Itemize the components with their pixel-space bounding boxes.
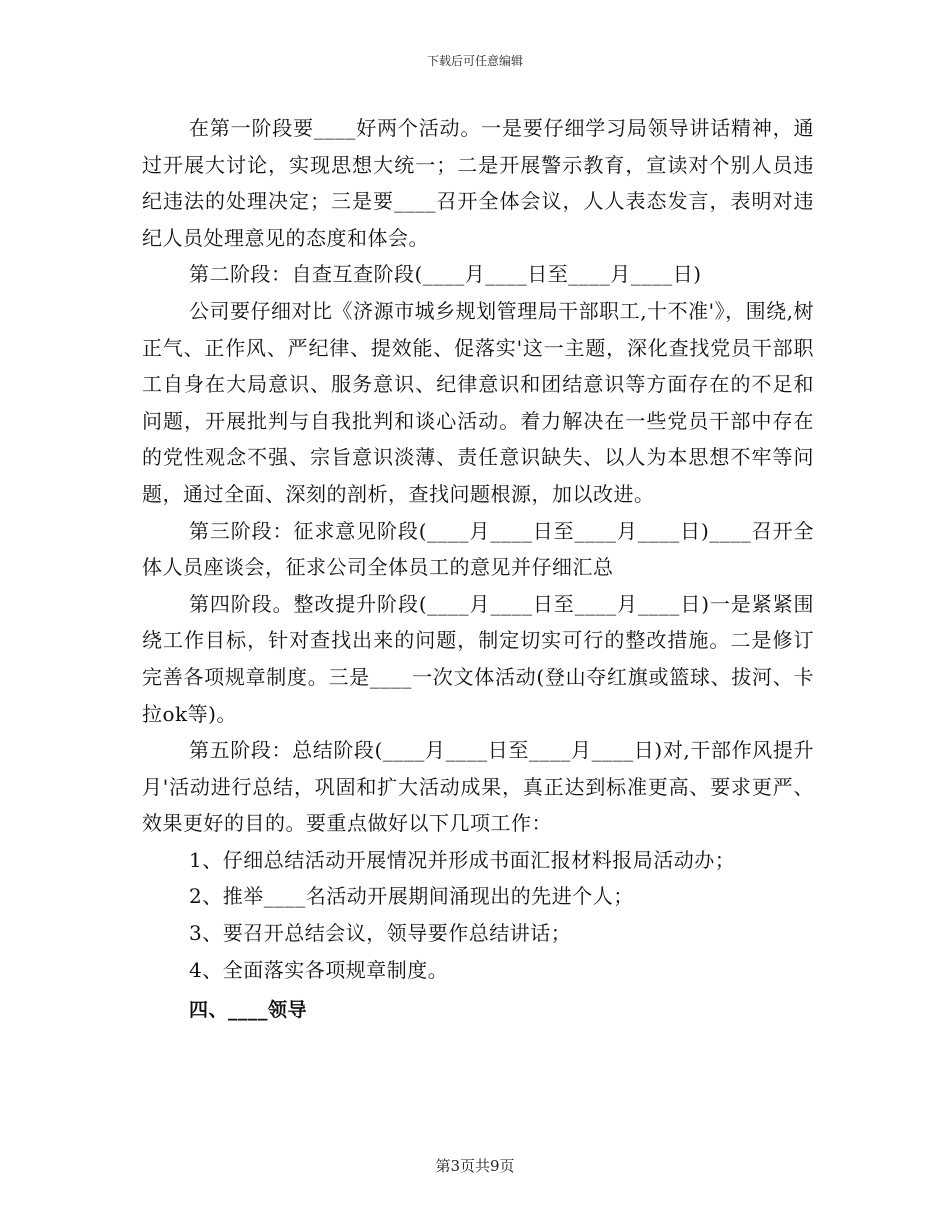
- page-header-note: 下载后可任意编辑: [426, 54, 523, 68]
- paragraph-stage-four: 第四阶段。整改提升阶段(____月____日至____月____日)一是紧紧围绕工作目标，针对查找出来的问题，制定切实可行的整改措施。二是修订完善各项规章制度。三是____一次文体活动(登山夺红旗或篮球、拔河、卡拉ok等)。: [142, 591, 814, 726]
- list-item-3: 3、要召开总结会议，领导要作总结讲话；: [189, 921, 572, 946]
- list-item-2: 2、推举____名活动开展期间涌现出的先进个人；: [189, 884, 634, 909]
- paragraph-stage-two-body: 公司要仔细对比《济源市城乡规划管理局干部职工,十不准'》，围绕,树正气、正作风、严纪律、提效能、促落实'这一主题，深化查找党员干部职工自身在大局意识、服务意识、纪律意识和团结意识等方面存在的不足和问题，开展批判与自我批判和谈心活动。着力解决在一些党员干部中存在的党性观念不强、宗旨意识淡薄、责任意识缺失、以人为本思想不牢等问题，通过全面、深刻的剖析，查找问题根源，加以改进。: [142, 298, 814, 506]
- list-item-1: 1、仔细总结活动开展情况并形成书面汇报材料报局活动办；: [189, 847, 736, 872]
- document-body: [142, 110, 814, 1029]
- paragraph-stage-five: 第五阶段：总结阶段(____月____日至____月____日)对,干部作风提升月'活动进行总结，巩固和扩大活动成果，真正达到标准更高、要求更严、效果更好的目的。要重点做好以下几项工作：: [142, 738, 814, 836]
- page-footer-info: 第3页共9页: [435, 1157, 515, 1175]
- paragraph-stage-three: 第三阶段：征求意见阶段(____月____日至____月____日)____召开全体人员座谈会，征求公司全体员工的意见并仔细汇总: [142, 518, 814, 580]
- section-heading: 四、____领导: [189, 999, 308, 1022]
- list-item-4: 4、全面落实各项规章制度。: [189, 957, 449, 982]
- paragraph-stage-one: 在第一阶段要____好两个活动。一是要仔细学习局领导讲话精神，通过开展大讨论，实现思想大统一；二是开展警示教育，宣读对个别人员违纪违法的处理决定；三是要____召开全体会议，人人表态发言，表明对违纪人员处理意见的态度和体会。: [142, 116, 814, 250]
- paragraph-stage-two-title: 第二阶段：自查互查阶段(____月____日至____月____日): [189, 262, 702, 287]
